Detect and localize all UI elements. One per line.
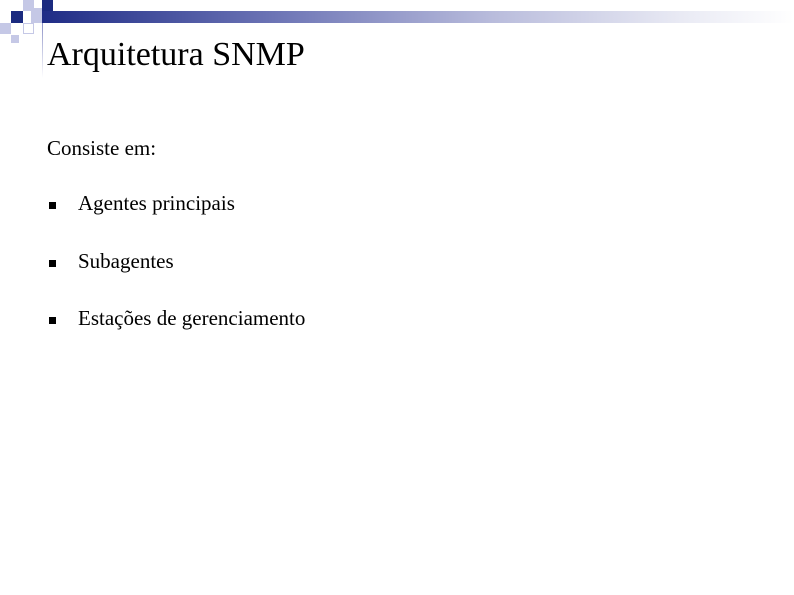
square-bullet-icon <box>49 260 56 267</box>
header-square-dark-1 <box>11 11 23 23</box>
bullet-list <box>47 191 305 364</box>
title-vertical-rule <box>42 23 43 78</box>
bullet-label: Estações de gerenciamento <box>78 306 306 330</box>
header-square-light-4 <box>11 35 19 43</box>
square-bullet-icon <box>49 202 56 209</box>
list-item <box>47 191 305 249</box>
header-square-light-3 <box>31 8 42 23</box>
list-item <box>47 306 305 364</box>
list-item <box>47 249 305 307</box>
header-square-light-2 <box>0 23 11 34</box>
header-square-outline-1 <box>23 23 34 34</box>
intro-text: Consiste em: <box>47 136 157 160</box>
header-gradient-bar <box>42 11 794 23</box>
square-bullet-icon <box>49 317 56 324</box>
bullet-label: Agentes principais <box>78 191 235 215</box>
header-square-dark-2 <box>42 0 53 11</box>
bullet-label: Subagentes <box>78 248 174 273</box>
page-title: Arquitetura SNMP <box>47 36 305 73</box>
